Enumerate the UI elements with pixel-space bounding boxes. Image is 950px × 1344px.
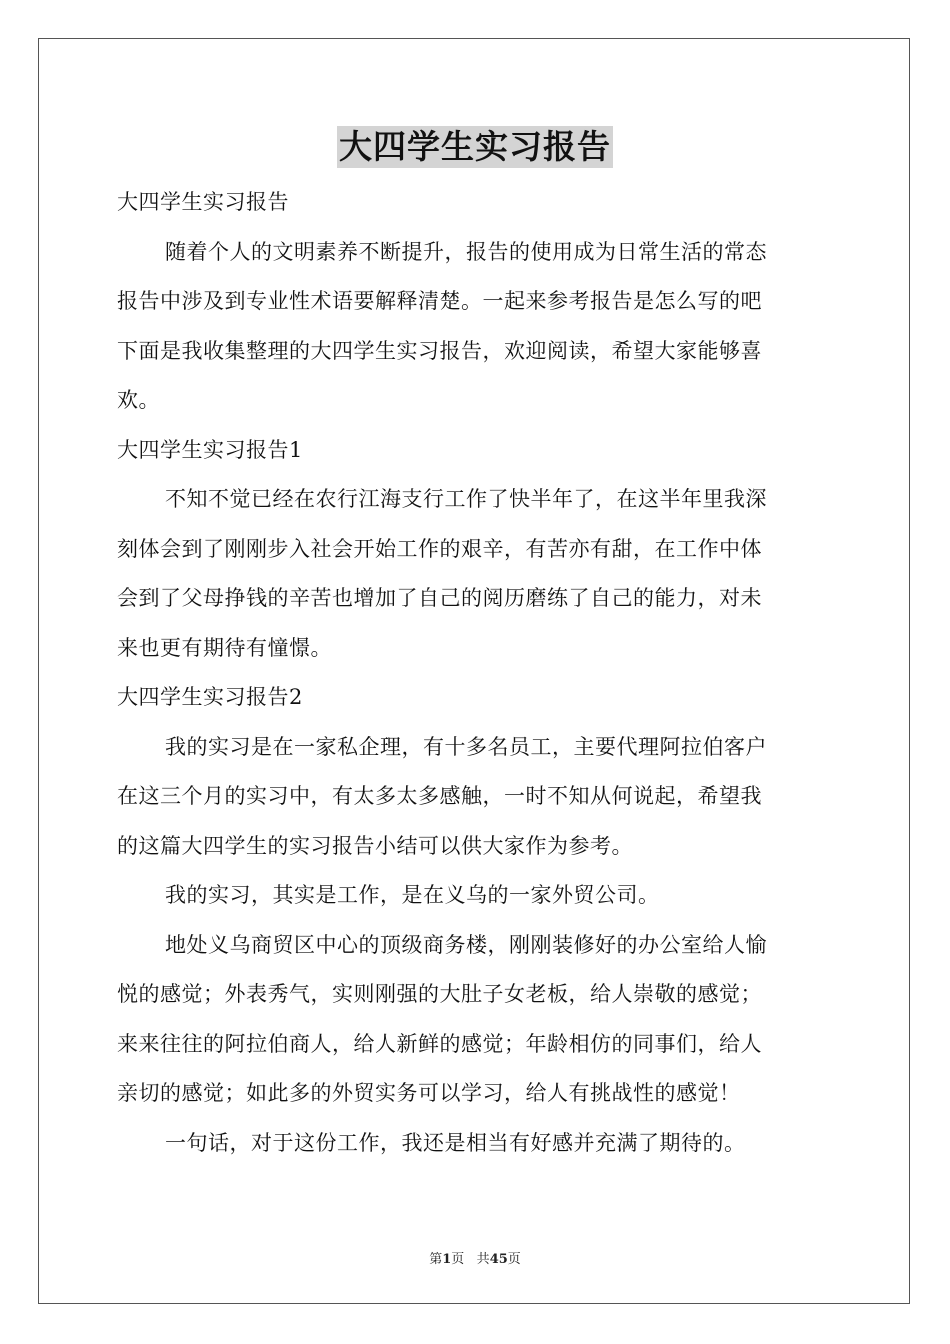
text-line: 会到了父母挣钱的辛苦也增加了自己的阅历磨练了自己的能力，对未: [117, 586, 762, 610]
text-line: 不知不觉已经在农行江海支行工作了快半年了，在这半年里我深: [165, 487, 767, 511]
page-footer: [0, 1248, 950, 1267]
text-line: 我的实习是在一家私企理，有十多名员工，主要代理阿拉伯客户: [165, 734, 767, 759]
page-number: 1: [442, 1252, 452, 1267]
total-prefix: 共: [476, 1252, 490, 1267]
text-line: 悦的感觉；外表秀气，实则刚强的大肚子女老板，给人崇敬的感觉；: [117, 982, 762, 1006]
text-line: 报告中涉及到专业性术语要解释清楚。一起来参考报告是怎么写的吧: [117, 289, 762, 313]
page-suffix: 页: [451, 1252, 465, 1267]
text-line: 大四学生实习报告: [117, 190, 289, 214]
text-line: 下面是我收集整理的大四学生实习报告，欢迎阅读，希望大家能够喜: [117, 338, 762, 363]
total-suffix: 页: [507, 1252, 521, 1267]
total-pages: 45: [489, 1252, 508, 1267]
text-line: 随着个人的文明素养不断提升，报告的使用成为日常生活的常态: [165, 239, 767, 264]
text-line: 欢。: [117, 388, 160, 412]
text-line: 刻体会到了刚刚步入社会开始工作的艰辛，有苦亦有甜，在工作中体: [117, 536, 762, 561]
text-line: 我的实习，其实是工作，是在义乌的一家外贸公司。: [165, 883, 660, 907]
document-title: 大四学生实习报告: [339, 127, 611, 166]
text-line: 地处义乌商贸区中心的顶级商务楼，刚刚装修好的办公室给人愉: [165, 932, 767, 957]
text-line: 来也更有期待有憧憬。: [117, 635, 332, 660]
text-line: 来来往往的阿拉伯商人，给人新鲜的感觉；年龄相仿的同事们，给人: [117, 1031, 762, 1056]
text-line: 大四学生实习报告1: [117, 437, 303, 462]
text-line: 大四学生实习报告2: [117, 685, 303, 709]
title-container: [0, 126, 950, 168]
document-body: [117, 178, 837, 1168]
text-line: 一句话，对于这份工作，我还是相当有好感并充满了期待的。: [165, 1130, 746, 1155]
page-prefix: 第: [429, 1252, 443, 1267]
text-line: 在这三个月的实习中，有太多太多感触，一时不知从何说起，希望我: [117, 784, 762, 808]
text-line: 亲切的感觉；如此多的外贸实务可以学习，给人有挑战性的感觉！: [117, 1081, 741, 1105]
text-line: 的这篇大四学生的实习报告小结可以供大家作为参考。: [117, 833, 633, 858]
